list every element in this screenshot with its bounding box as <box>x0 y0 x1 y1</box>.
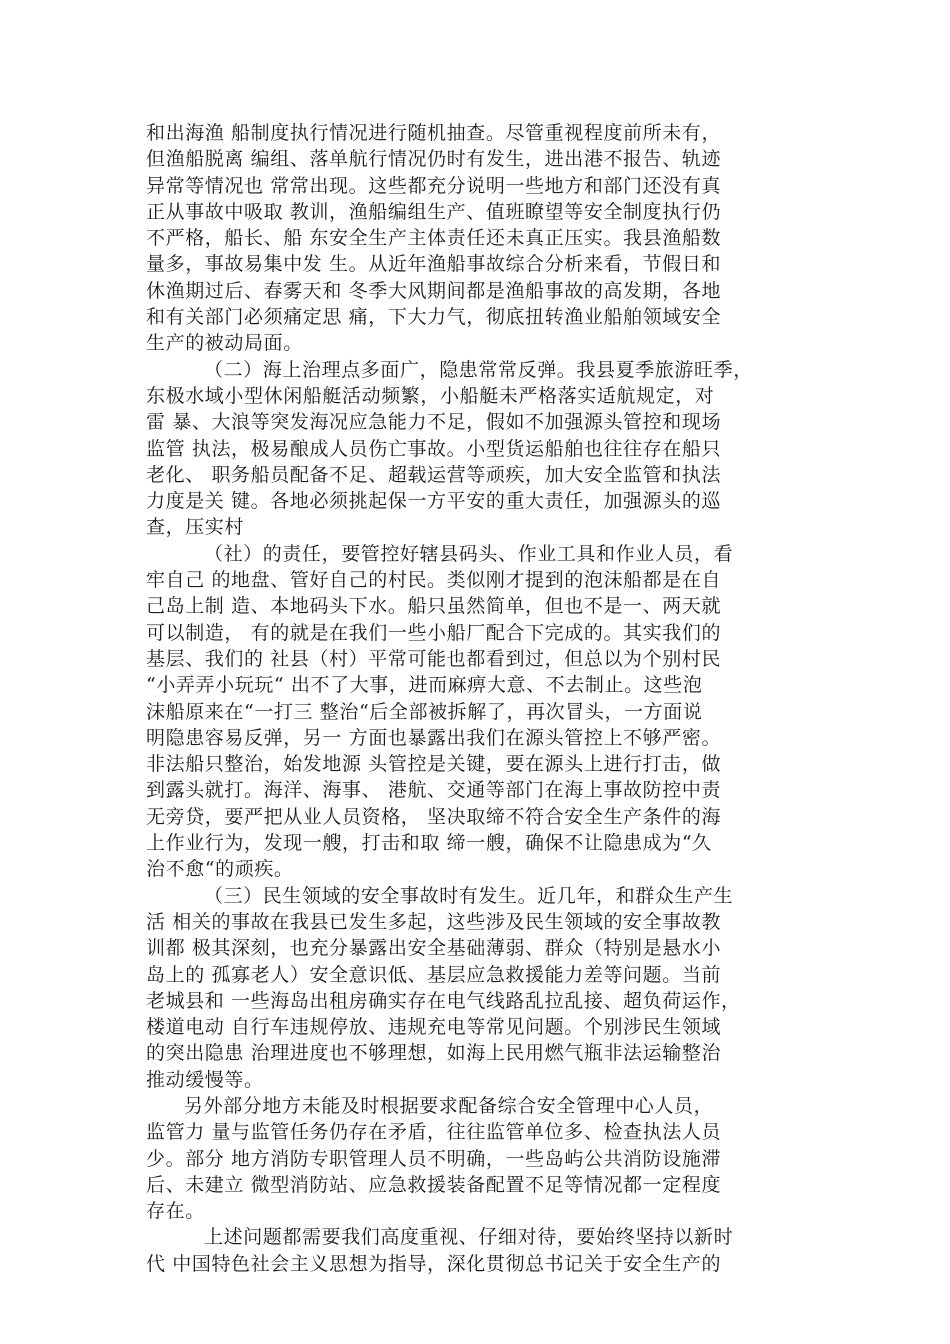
text-line: 雷 暴、大浪等突发海况应急能力不足，假如不加强源头管控和现场 <box>146 411 722 434</box>
text-line: 楼道电动 自行车违规停放、违规充电等常见问题。个别涉民生领域 <box>146 1016 722 1039</box>
text-line: 生产的被动局面。 <box>146 332 303 355</box>
text-line: 可以制造， 有的就是在我们一些小船厂配合下完成的。其实我们的 <box>146 621 722 644</box>
text-line: 休渔期过后、春雾天和 冬季大风期间都是渔船事故的高发期，各地 <box>146 279 722 302</box>
text-line: 不严格，船长、船 东安全生产主体责任还未真正压实。我县渔船数 <box>146 227 722 250</box>
text-line: 东极水域小型休闲船艇活动频繁，小船艇未严格落实适航规定，对 <box>146 384 715 407</box>
text-line: 明隐患容易反弹，另一 方面也暴露出我们在源头管控上不够严密。 <box>146 726 722 749</box>
text-line: 正从事故中吸取 教训，渔船编组生产、值班瞭望等安全制度执行仍 <box>146 200 722 223</box>
text-line: 量多，事故易集中发 生。从近年渔船事故综合分析来看，节假日和 <box>146 253 722 276</box>
text-line: 监管力 量与监管任务仍存在矛盾，往往监管单位多、检查执法人员 <box>146 1121 722 1144</box>
text-line: 非法船只整治，始发地源 头管控是关键，要在源头上进行打击，做 <box>146 753 722 776</box>
text-line: 代 中国特色社会主义思想为指导，深化贯彻总书记关于安全生产的 <box>146 1252 722 1275</box>
text-line: 的突出隐患 治理进度也不够理想，如海上民用燃气瓶非法运输整治 <box>146 1042 722 1065</box>
paragraph-start-line: 另外部分地方未能及时根据要求配备综合安全管理中心人员， <box>184 1094 714 1117</box>
text-line: 老城县和 一些海岛出租房确实存在电气线路乱拉乱接、超负荷运作， <box>146 989 741 1012</box>
text-line: 少。部分 地方消防专职管理人员不明确，一些岛屿公共消防设施滞 <box>146 1147 722 1170</box>
section-heading-line: （三）民生领域的安全事故时有发生。近几年，和群众生产生 <box>204 884 734 907</box>
text-line: 无旁贷，要严把从业人员资格， 坚决取缔不符合安全生产条件的海 <box>146 805 722 828</box>
paragraph-start-line: 上述问题都需要我们高度重视、仔细对待，要始终坚持以新时 <box>204 1226 734 1249</box>
section-heading-line: （二）海上治理点多面广，隐患常常反弹。我县夏季旅游旺季， <box>204 358 753 381</box>
text-line: 岛上的 孤寡老人）安全意识低、基层应急救援能力差等问题。当前 <box>146 963 722 986</box>
text-line: 推动缓慢等。 <box>146 1068 264 1091</box>
text-line: 沫船原来在“一打三 整治“后全部被拆解了，再次冒头，一方面说 <box>146 700 703 723</box>
text-line: 到露头就打。海洋、海事、 港航、交通等部门在海上事故防控中责 <box>146 779 722 802</box>
text-line: 后、未建立 微型消防站、应急救援装备配置不足等情况都一定程度 <box>146 1173 722 1196</box>
text-line: 查，压实村 <box>146 516 245 539</box>
text-line: 治不愈“的顽疾。 <box>146 858 294 881</box>
paragraph-start-line: （社）的责任，要管控好辖县码头、作业工具和作业人员，看 <box>204 542 734 565</box>
text-line: 基层、我们的 社县（村）平常可能也都看到过，但总以为个别村民 <box>146 647 722 670</box>
document-body <box>146 120 818 1277</box>
text-line: 己岛上制 造、本地码头下水。船只虽然简单，但也不是一、两天就 <box>146 595 722 618</box>
text-line: 但渔船脱离 编组、落单航行情况仍时有发生，进出港不报告、轨迹 <box>146 148 722 171</box>
text-line: “小弄弄小玩玩“ 出不了大事，进而麻痹大意、不去制止。这些泡 <box>146 674 703 697</box>
text-line: 训都 极其深刻，也充分暴露出安全基础薄弱、群众（特别是悬水小 <box>146 937 722 960</box>
text-line: 异常等情况也 常常出现。这些都充分说明一些地方和部门还没有真 <box>146 174 722 197</box>
text-line: 和有关部门必须痛定思 痛，下大力气，彻底扭转渔业船舶领域安全 <box>146 306 722 329</box>
text-line: 和出海渔 船制度执行情况进行随机抽查。尽管重视程度前所未有， <box>146 122 722 144</box>
text-line: 上作业行为，发现一艘，打击和取 缔一艘，确保不让隐患成为“久 <box>146 832 712 855</box>
text-line: 监管 执法，极易酿成人员伤亡事故。小型货运船舶也往往存在船只 <box>146 437 722 460</box>
text-line: 老化、 职务船员配备不足、超载运营等顽疾，加大安全监管和执法 <box>146 463 722 486</box>
text-line: 力度是关 键。各地必须挑起保一方平安的重大责任，加强源头的巡 <box>146 490 722 513</box>
text-line: 存在。 <box>146 1200 205 1223</box>
text-line: 牢自己 的地盘、管好自己的村民。类似刚才提到的泡沫船都是在自 <box>146 569 722 592</box>
text-line: 活 相关的事故在我县已发生多起，这些涉及民生领域的安全事故教 <box>146 910 722 933</box>
